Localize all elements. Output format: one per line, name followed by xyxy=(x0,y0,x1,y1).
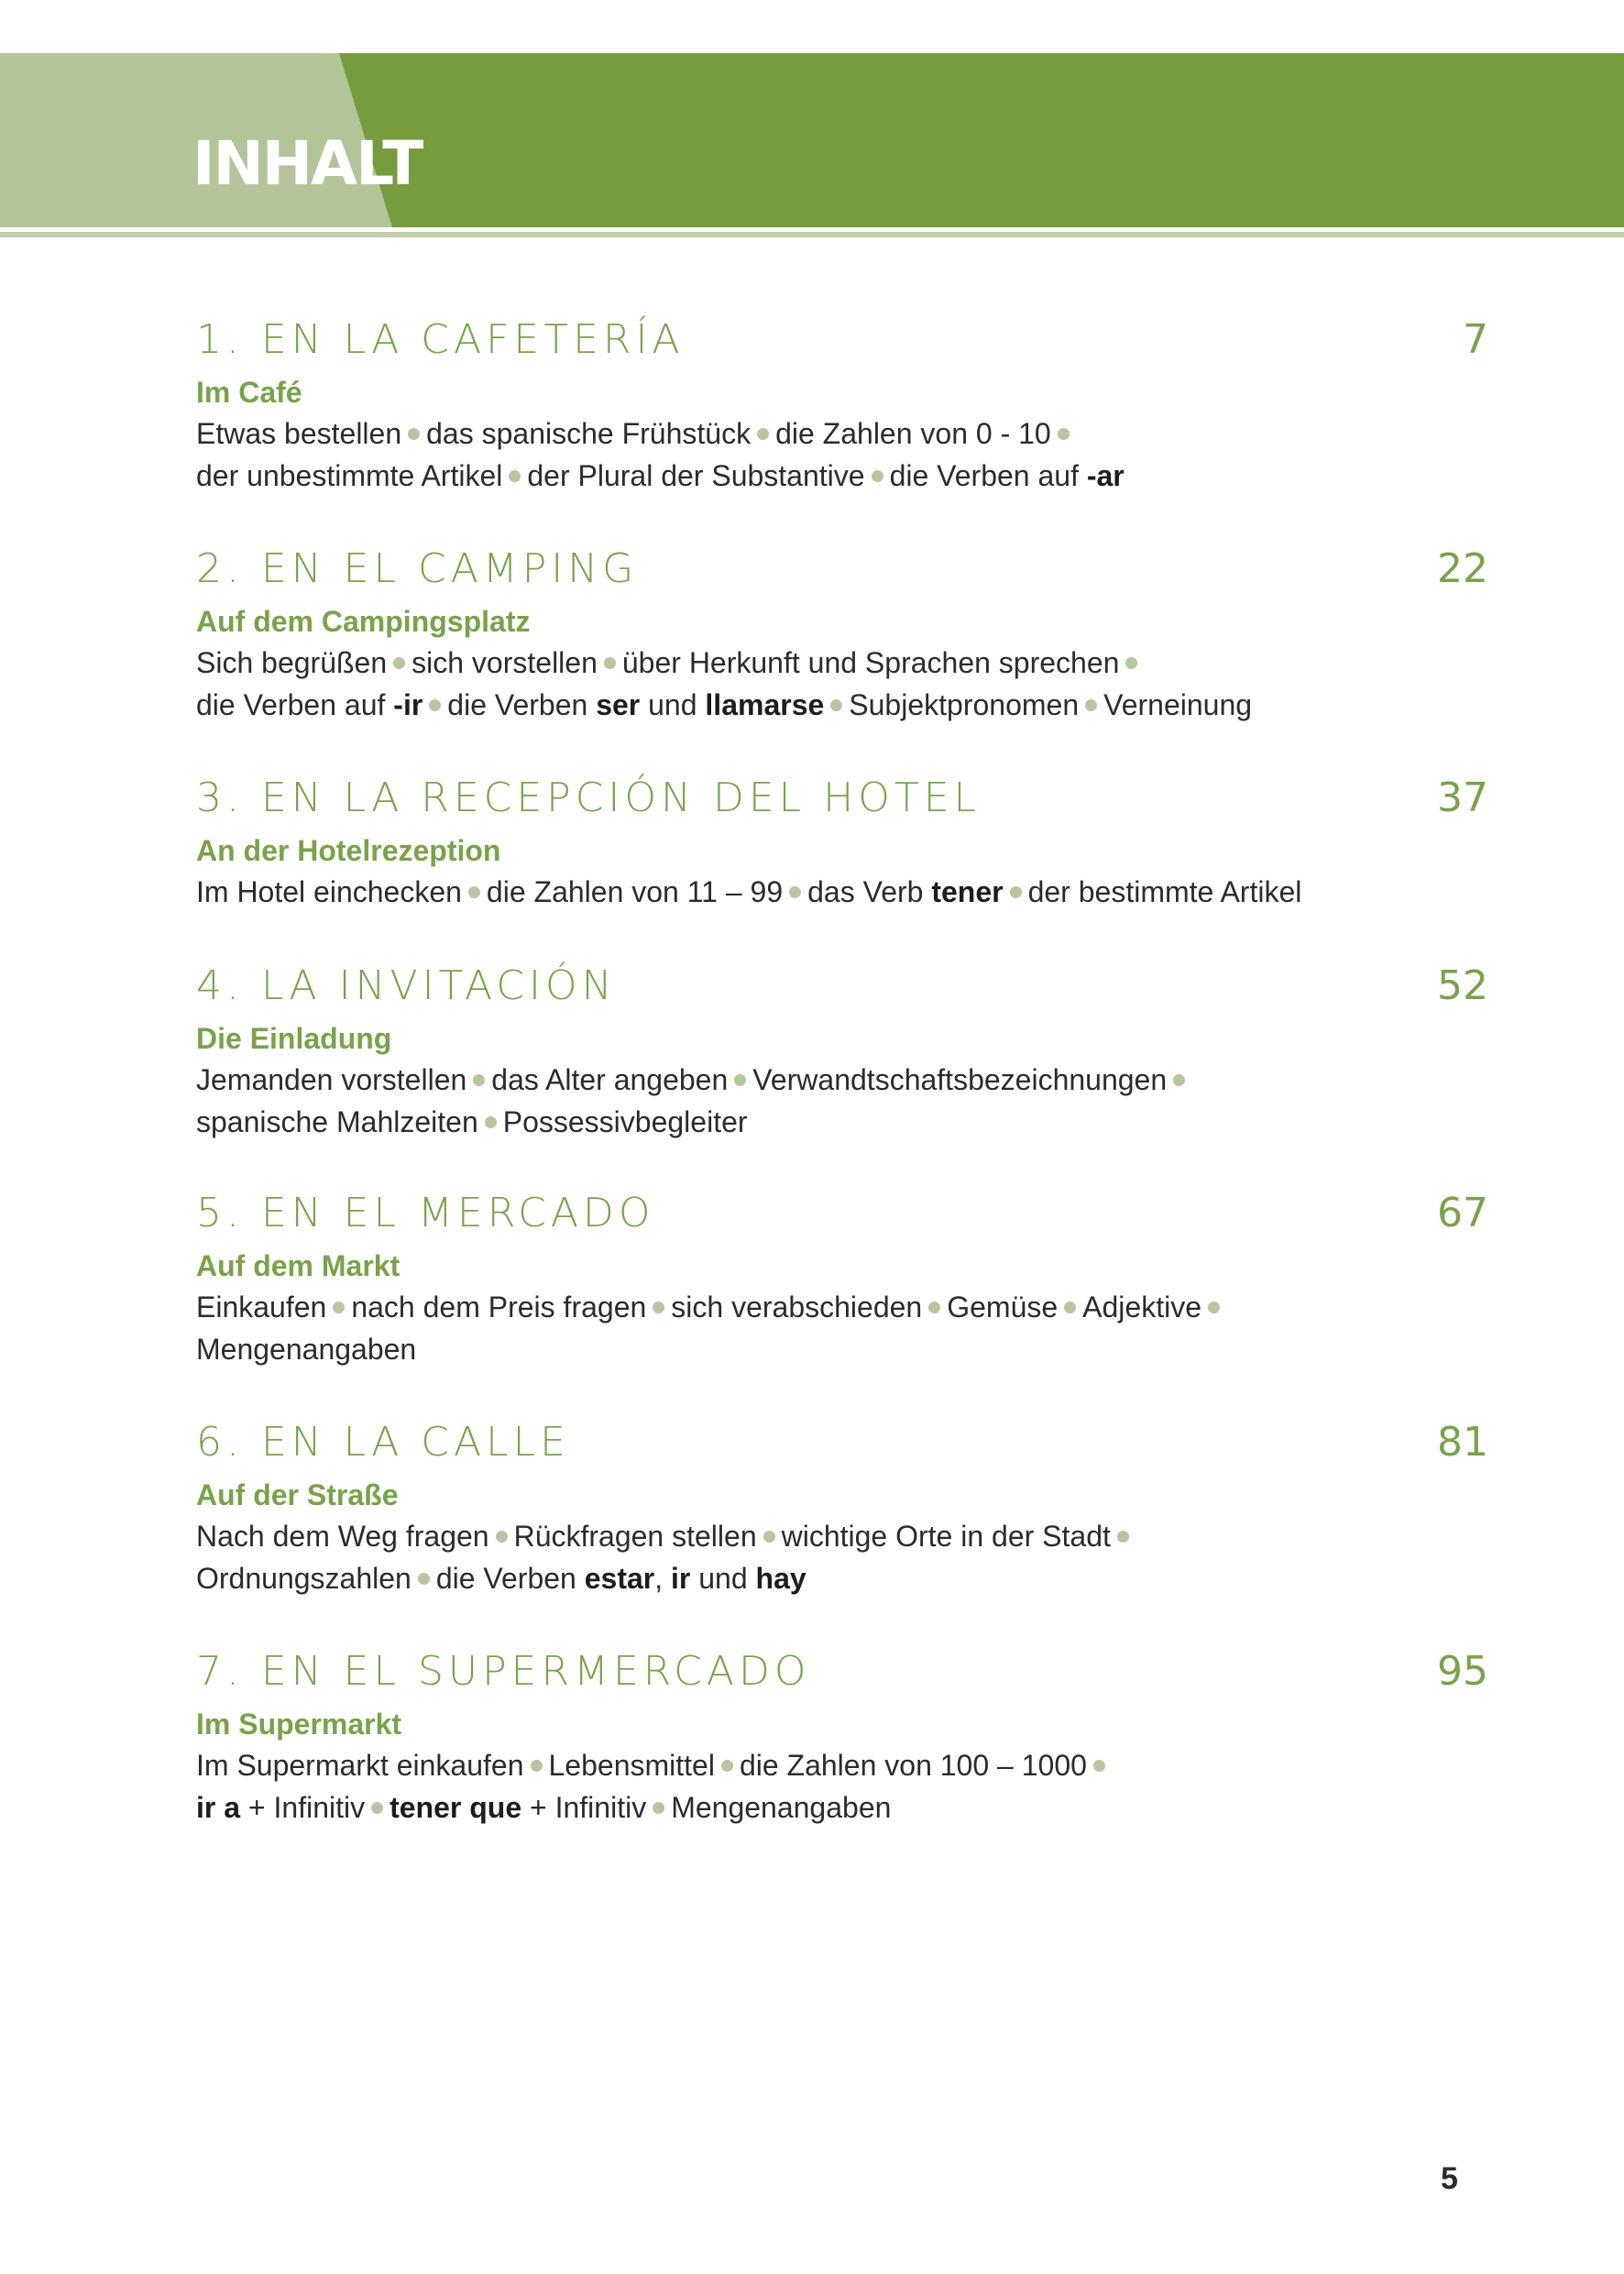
bullet-dot-icon xyxy=(1010,886,1022,898)
bullet-dot-icon xyxy=(429,699,441,711)
header-divider xyxy=(0,232,1624,237)
grammar-term: llamarse xyxy=(705,688,825,721)
topic-text: der Plural der Substantive xyxy=(527,459,865,492)
topic-text: die Verben auf xyxy=(889,459,1087,492)
topic-text: Nach dem Weg fragen xyxy=(196,1520,489,1553)
topic-text: nach dem Preis fragen xyxy=(351,1291,647,1324)
chapter-subtitle: Die Einladung xyxy=(196,1022,392,1055)
chapter-subtitle: Auf der Straße xyxy=(196,1478,399,1511)
bullet-dot-icon xyxy=(1117,1531,1129,1543)
bullet-dot-icon xyxy=(872,470,883,482)
chapter-page-number: 7 xyxy=(1463,316,1488,363)
topic-text: Im Hotel einchecken xyxy=(196,875,462,908)
bullet-dot-icon xyxy=(1093,1760,1105,1772)
bullet-dot-icon xyxy=(473,1074,485,1086)
chapter-entry xyxy=(196,541,1488,726)
chapter-title: 3. EN LA RECEPCIÓN DEL HOTEL xyxy=(196,774,982,821)
bullet-dot-icon xyxy=(1125,657,1137,669)
bullet-dot-icon xyxy=(333,1302,345,1313)
chapter-page-number: 81 xyxy=(1437,1419,1488,1466)
bullet-dot-icon xyxy=(1058,428,1070,440)
bullet-dot-icon xyxy=(496,1531,508,1543)
topic-text: Adjektive xyxy=(1082,1291,1202,1324)
bullet-dot-icon xyxy=(721,1760,733,1772)
chapter-topic-line xyxy=(196,642,1488,684)
chapter-topic-line xyxy=(196,455,1488,497)
chapter-entry xyxy=(196,1414,1488,1599)
chapter-header xyxy=(196,770,1488,827)
chapter-entry xyxy=(196,770,1488,913)
bullet-dot-icon xyxy=(928,1302,940,1313)
bullet-dot-icon xyxy=(653,1802,664,1814)
grammar-term: ir a xyxy=(196,1791,241,1824)
topic-text: + Infinitiv xyxy=(240,1791,366,1824)
page-number: 5 xyxy=(1441,2161,1458,2196)
topic-text: die Zahlen von 11 – 99 xyxy=(486,875,784,908)
topic-text: über Herkunft und Sprachen sprechen xyxy=(621,646,1120,679)
chapter-entry xyxy=(196,1185,1488,1370)
chapter-title: 4. LA INVITACIÓN xyxy=(196,962,617,1009)
topic-text: sich verabschieden xyxy=(671,1291,923,1324)
chapter-topic-line xyxy=(196,684,1488,726)
topic-text: sich vorstellen xyxy=(411,646,598,679)
topic-text: Rückfragen stellen xyxy=(513,1520,757,1553)
topic-text: + Infinitiv xyxy=(521,1791,647,1824)
chapter-title: 7. EN EL SUPERMERCADO xyxy=(196,1648,811,1695)
chapter-subtitle: An der Hotelrezeption xyxy=(196,834,501,867)
bullet-dot-icon xyxy=(763,1531,775,1543)
topic-text: die Zahlen von 0 - 10 xyxy=(775,417,1051,450)
chapter-title: 6. EN LA CALLE xyxy=(196,1419,570,1466)
bullet-dot-icon xyxy=(604,657,616,669)
grammar-term: -ir xyxy=(393,688,423,721)
chapter-page-number: 22 xyxy=(1437,545,1488,592)
grammar-term: hay xyxy=(755,1562,807,1595)
bullet-dot-icon xyxy=(830,699,842,711)
bullet-dot-icon xyxy=(1064,1302,1076,1313)
topic-text: Subjektpronomen xyxy=(849,688,1080,721)
topic-text: das spanische Frühstück xyxy=(426,417,752,450)
topic-text: Mengenangaben xyxy=(196,1333,417,1366)
chapter-title: 5. EN EL MERCADO xyxy=(196,1190,655,1236)
grammar-term: tener xyxy=(931,875,1004,908)
topic-text: das Alter angeben xyxy=(491,1063,729,1096)
chapter-topic-line xyxy=(196,1059,1488,1101)
chapter-topic-line xyxy=(196,1786,1488,1829)
chapter-page-number: 95 xyxy=(1437,1648,1488,1695)
chapter-topic-line xyxy=(196,1557,1488,1599)
topic-text: die Verben xyxy=(435,1562,585,1595)
topic-text: die Zahlen von 100 – 1000 xyxy=(739,1749,1087,1782)
topic-text: spanische Mahlzeiten xyxy=(196,1105,478,1138)
bullet-dot-icon xyxy=(408,428,420,440)
chapter-entry xyxy=(196,958,1488,1143)
chapter-topic-line xyxy=(196,1744,1488,1786)
topic-text: Etwas bestellen xyxy=(196,417,402,450)
chapter-page-number: 67 xyxy=(1437,1190,1488,1236)
bullet-dot-icon xyxy=(1208,1302,1220,1313)
chapter-subtitle: Auf dem Campingsplatz xyxy=(196,605,531,638)
grammar-term: -ar xyxy=(1086,459,1125,492)
bullet-dot-icon xyxy=(418,1573,430,1585)
chapter-topic-line xyxy=(196,1286,1488,1328)
bullet-dot-icon xyxy=(789,886,801,898)
grammar-term: tener que xyxy=(390,1791,522,1824)
topic-text: Gemüse xyxy=(947,1291,1059,1324)
chapter-topic-line xyxy=(196,1328,1488,1370)
grammar-term: ser xyxy=(596,688,641,721)
chapter-header xyxy=(196,1185,1488,1242)
chapter-title: 1. EN LA CAFETERÍA xyxy=(196,316,685,363)
topic-text: das Verb xyxy=(807,875,932,908)
chapter-header xyxy=(196,958,1488,1015)
grammar-term: ir xyxy=(671,1562,691,1595)
chapter-subtitle: Im Café xyxy=(196,376,302,409)
bullet-dot-icon xyxy=(1085,699,1097,711)
bullet-dot-icon xyxy=(653,1302,664,1313)
topic-text: Einkaufen xyxy=(196,1291,327,1324)
page-title: INHALT xyxy=(192,128,422,199)
chapter-entry xyxy=(196,312,1488,497)
chapter-header xyxy=(196,1414,1488,1471)
chapter-topic-line xyxy=(196,412,1488,455)
topic-text: Lebensmittel xyxy=(548,1749,715,1782)
chapter-page-number: 37 xyxy=(1437,774,1488,821)
bullet-dot-icon xyxy=(468,886,480,898)
bullet-dot-icon xyxy=(757,428,769,440)
chapter-subtitle: Auf dem Markt xyxy=(196,1249,401,1282)
chapter-header xyxy=(196,541,1488,598)
chapter-page-number: 52 xyxy=(1437,962,1488,1009)
chapter-header xyxy=(196,1643,1488,1700)
topic-text: Verneinung xyxy=(1103,688,1253,721)
chapter-topic-line xyxy=(196,871,1488,913)
topic-text: Verwandtschaftsbezeichnungen xyxy=(752,1063,1168,1096)
chapter-subtitle: Im Supermarkt xyxy=(196,1708,402,1741)
bullet-dot-icon xyxy=(531,1760,543,1772)
bullet-dot-icon xyxy=(1173,1074,1185,1086)
topic-text: wichtige Orte in der Stadt xyxy=(781,1520,1111,1553)
chapter-entry xyxy=(196,1643,1488,1829)
chapter-topic-line xyxy=(196,1101,1488,1143)
chapter-header xyxy=(196,312,1488,368)
topic-text: die Verben auf xyxy=(196,688,394,721)
topic-text: der bestimmte Artikel xyxy=(1027,875,1302,908)
bullet-dot-icon xyxy=(509,470,521,482)
bullet-dot-icon xyxy=(393,657,405,669)
topic-text: Mengenangaben xyxy=(671,1791,892,1824)
bullet-dot-icon xyxy=(485,1116,497,1128)
topic-text: und xyxy=(690,1562,756,1595)
topic-text: Sich begrüßen xyxy=(196,646,388,679)
topic-text: Im Supermarkt einkaufen xyxy=(196,1749,524,1782)
topic-text: Ordnungszahlen xyxy=(196,1562,411,1595)
topic-text: und xyxy=(640,688,706,721)
topic-text: der unbestimmte Artikel xyxy=(196,459,503,492)
chapter-topic-line xyxy=(196,1515,1488,1557)
topic-text: Jemanden vorstellen xyxy=(196,1063,467,1096)
topic-text: Possessivbegleiter xyxy=(502,1105,748,1138)
topic-text: , xyxy=(654,1562,672,1595)
topic-text: die Verben xyxy=(447,688,597,721)
grammar-term: estar xyxy=(584,1562,655,1595)
bullet-dot-icon xyxy=(371,1802,383,1814)
bullet-dot-icon xyxy=(734,1074,746,1086)
chapter-title: 2. EN EL CAMPING xyxy=(196,545,639,592)
